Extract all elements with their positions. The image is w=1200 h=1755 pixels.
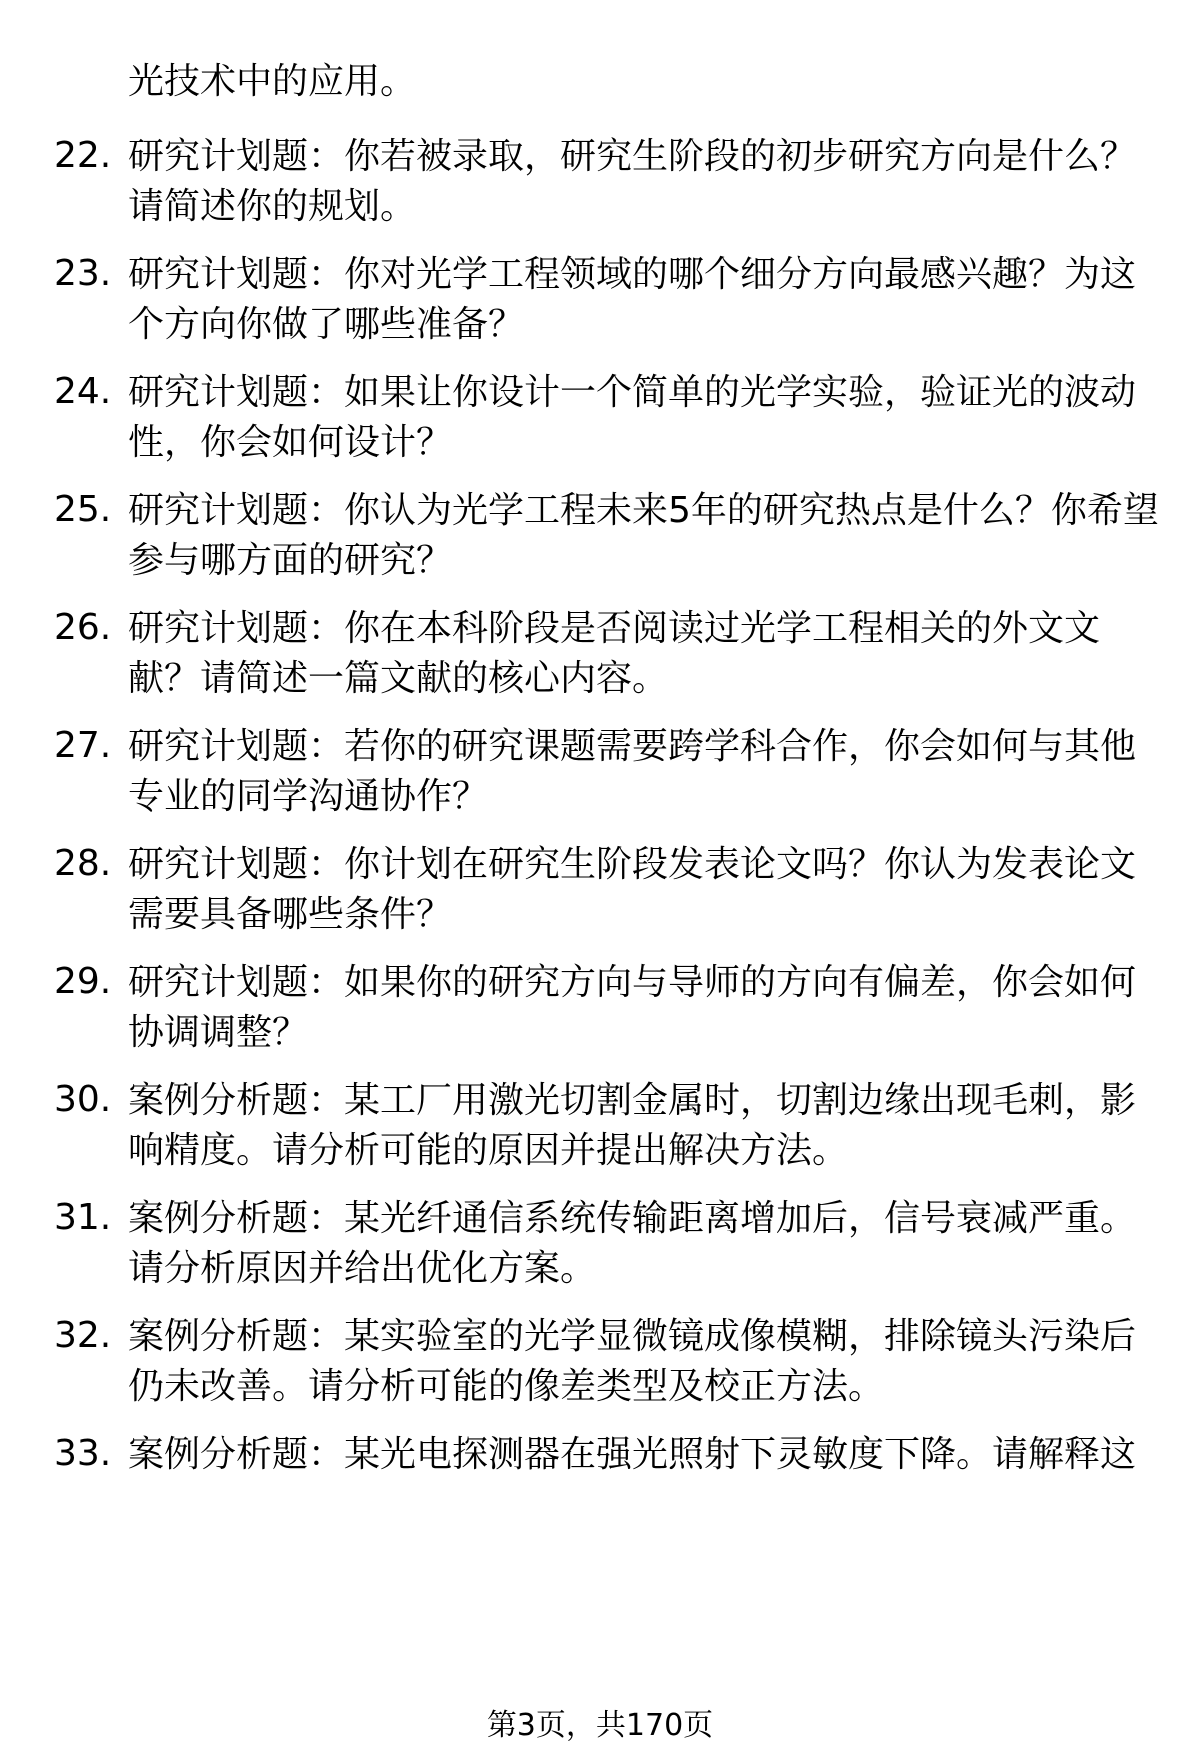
question-item: [54, 840, 1164, 940]
question-text-line: 需要具备哪些条件？: [128, 894, 453, 935]
question-number: 23.: [54, 253, 112, 294]
question-text: [128, 132, 1164, 232]
question-text-line: 专业的同学沟通协作？: [128, 776, 489, 817]
question-item: [54, 486, 1164, 586]
question-text-line: 仍未改善。请分析可能的像差类型及校正方法。: [128, 1366, 885, 1407]
question-number: 26.: [54, 607, 112, 648]
question-number: 31.: [54, 1197, 112, 1238]
question-text-line: 案例分析题：某光纤通信系统传输距离增加后，信号衰减严重。: [128, 1198, 1137, 1239]
question-number: 22.: [54, 135, 112, 176]
question-number: 25.: [54, 489, 112, 530]
question-text-line: 研究计划题：如果让你设计一个简单的光学实验，验证光的波动: [128, 372, 1137, 413]
question-item: [54, 604, 1164, 704]
question-text: [128, 1194, 1164, 1294]
question-number: 32.: [54, 1315, 112, 1356]
question-text: [128, 722, 1164, 822]
question-number: 24.: [54, 371, 112, 412]
question-text-line: 研究计划题：若你的研究课题需要跨学科合作，你会如何与其他: [128, 726, 1137, 767]
page-footer: 第3页，共170页: [486, 1708, 714, 1743]
question-text-line: 个方向你做了哪些准备？: [128, 304, 525, 345]
question-number: 27.: [54, 725, 112, 766]
question-text: [128, 1430, 1164, 1480]
question-text: [128, 840, 1164, 940]
question-text-line: 研究计划题：如果你的研究方向与导师的方向有偏差，你会如何: [128, 962, 1137, 1003]
question-text-line: 案例分析题：某光电探测器在强光照射下灵敏度下降。请解释这: [128, 1434, 1137, 1475]
question-text: [128, 250, 1164, 350]
question-text-line: 协调调整？: [128, 1012, 309, 1053]
question-number: 29.: [54, 961, 112, 1002]
question-text: [128, 604, 1164, 704]
question-text-line: 请简述你的规划。: [128, 186, 417, 227]
question-text-line: 参与哪方面的研究？: [128, 540, 453, 581]
question-text-line: 案例分析题：某工厂用激光切割金属时，切割边缘出现毛刺，影: [128, 1080, 1137, 1121]
question-item: [54, 250, 1164, 350]
question-text-line: 案例分析题：某实验室的光学显微镜成像模糊，排除镜头污染后: [128, 1316, 1137, 1357]
question-text: [128, 486, 1164, 586]
question-text: [128, 1312, 1164, 1412]
question-text: [128, 958, 1164, 1058]
question-text: [128, 368, 1164, 468]
question-text-line: 献？请简述一篇文献的核心内容。: [128, 658, 669, 699]
question-text-line: 性，你会如何设计？: [128, 422, 453, 463]
question-text-line: 研究计划题：你对光学工程领域的哪个细分方向最感兴趣？为这: [128, 254, 1137, 295]
question-text-line: 研究计划题：你计划在研究生阶段发表论文吗？你认为发表论文: [128, 844, 1137, 885]
question-item: [54, 132, 1164, 232]
question-text-line: 研究计划题：你认为光学工程未来5年的研究热点是什么？你希望: [128, 490, 1159, 531]
question-text: [128, 1076, 1164, 1176]
question-number: 33.: [54, 1433, 112, 1474]
question-text-line: 研究计划题：你若被录取，研究生阶段的初步研究方向是什么？: [128, 136, 1137, 177]
question-item: [54, 1312, 1164, 1412]
question-item: [54, 1076, 1164, 1176]
continuation-text: 光技术中的应用。: [128, 61, 417, 102]
question-text-line: 响精度。请分析可能的原因并提出解决方法。: [128, 1130, 849, 1171]
question-text-line: 研究计划题：你在本科阶段是否阅读过光学工程相关的外文文: [128, 608, 1101, 649]
question-text-line: 请分析原因并给出优化方案。: [128, 1248, 597, 1289]
question-item: [54, 958, 1164, 1058]
question-item: [54, 1430, 1164, 1480]
question-item: [54, 368, 1164, 468]
question-number: 30.: [54, 1079, 112, 1120]
question-item: [54, 1194, 1164, 1294]
question-item: [54, 722, 1164, 822]
question-number: 28.: [54, 843, 112, 884]
